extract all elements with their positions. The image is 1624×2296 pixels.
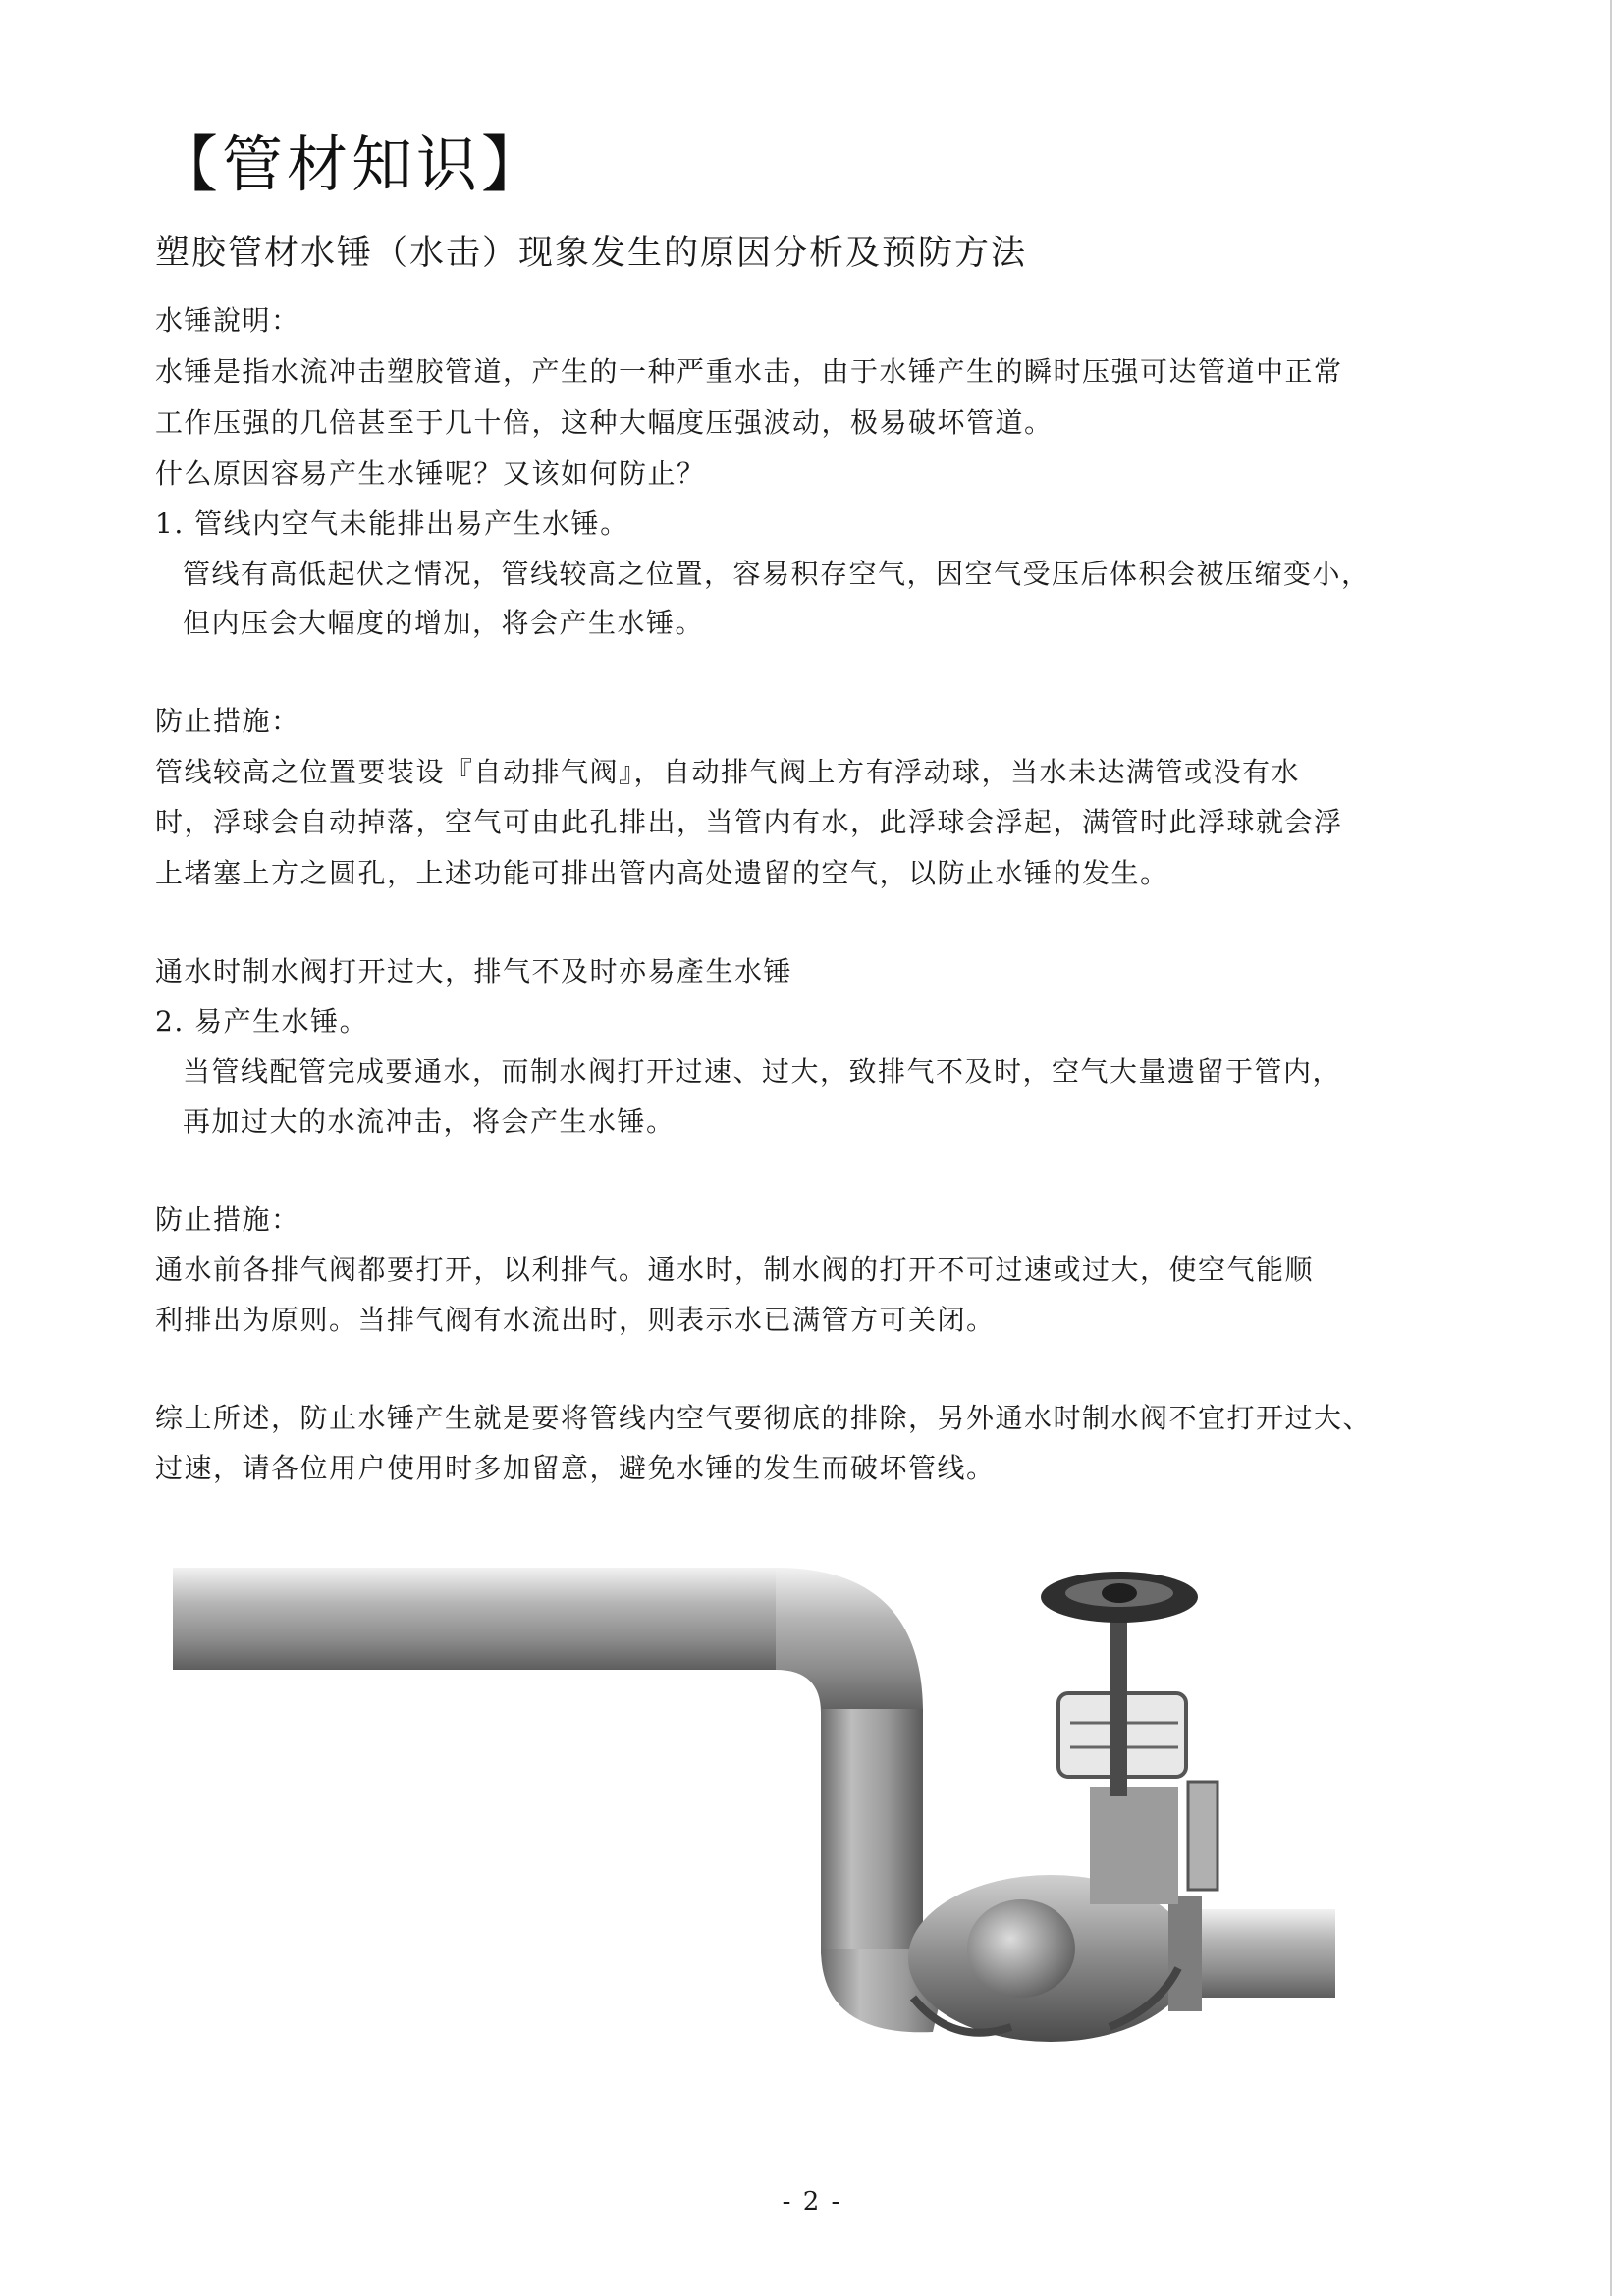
prevention-heading: 防止措施： (155, 705, 300, 737)
pipe-elbow (776, 1568, 923, 1713)
list-item-title: 1. 管线内空气未能排出易产生水锤。 (155, 507, 629, 540)
summary-line: 综上所述，防止水锤产生就是要将管线内空气要彻底的排除，另外通水时制水阀不宜打开过大、 (155, 1402, 1373, 1434)
page-title: 【管材知识】 (157, 129, 547, 200)
summary-line: 过速，请各位用户使用时多加留意，避免水锤的发生而破坏管线。 (155, 1452, 996, 1484)
list-item-body-line: 管线有高低起伏之情况，管线较高之位置，容易积存空气，因空气受压后体积会被压缩变小， (183, 558, 1371, 590)
list-item-body-line: 当管线配管完成要通水，而制水阀打开过速、过大，致排气不及时，空气大量遗留于管内， (183, 1055, 1342, 1088)
valve-bonnet (1090, 1787, 1178, 1904)
scan-edge-line (1610, 0, 1612, 2296)
list-item-title: 2. 易产生水锤。 (155, 1005, 369, 1038)
prevention-heading: 防止措施： (155, 1203, 300, 1236)
pipe-and-valve-illustration (167, 1536, 1394, 2047)
outlet-flange (1168, 1896, 1202, 2011)
prevention-body-line: 管线较高之位置要装设『自动排气阀』，自动排气阀上方有浮动球，当水未达满管或没有水 (155, 756, 1301, 788)
prevention-body-line: 利排出为原则。当排气阀有水流出时，则表示水已满管方可关闭。 (155, 1304, 996, 1336)
valve-stem (1110, 1610, 1127, 1796)
prevention-body-line: 上堵塞上方之圆孔，上述功能可排出管内高处遗留的空气，以防止水锤的发生。 (155, 857, 1169, 889)
paragraph-line: 工作压强的几倍甚至于几十倍，这种大幅度压强波动，极易破坏管道。 (155, 406, 1054, 439)
vertical-pipe (821, 1709, 923, 1954)
horizontal-pipe (173, 1568, 782, 1670)
list-item-body-line: 但内压会大幅度的增加，将会产生水锤。 (183, 607, 705, 639)
paragraph-line: 水锤是指水流冲击塑胶管道，产生的一种严重水击，由于水锤产生的瞬时压强可达管道中正常 (155, 355, 1343, 388)
section-heading-water-hammer: 水锤說明： (155, 304, 300, 337)
page-number: - 2 - (782, 2187, 842, 2216)
list-item-body-line: 再加过大的水流冲击，将会产生水锤。 (183, 1105, 676, 1138)
document-subtitle: 塑胶管材水锤（水击）现象发生的原因分析及预防方法 (155, 234, 1028, 273)
prevention-body-line: 通水前各排气阀都要打开，以利排气。通水时，制水阀的打开不可过速或过大，使空气能顺 (155, 1254, 1315, 1286)
prevention-body-line: 时，浮球会自动掉落，空气可由此孔排出，当管内有水，此浮球会浮起，满管时此浮球就会浮 (155, 806, 1343, 838)
valve-ball (967, 1899, 1075, 1998)
section-lead-line: 通水时制水阀打开过大，排气不及时亦易產生水锤 (155, 955, 793, 988)
question-line: 什么原因容易产生水锤呢？又该如何防止？ (155, 457, 706, 490)
